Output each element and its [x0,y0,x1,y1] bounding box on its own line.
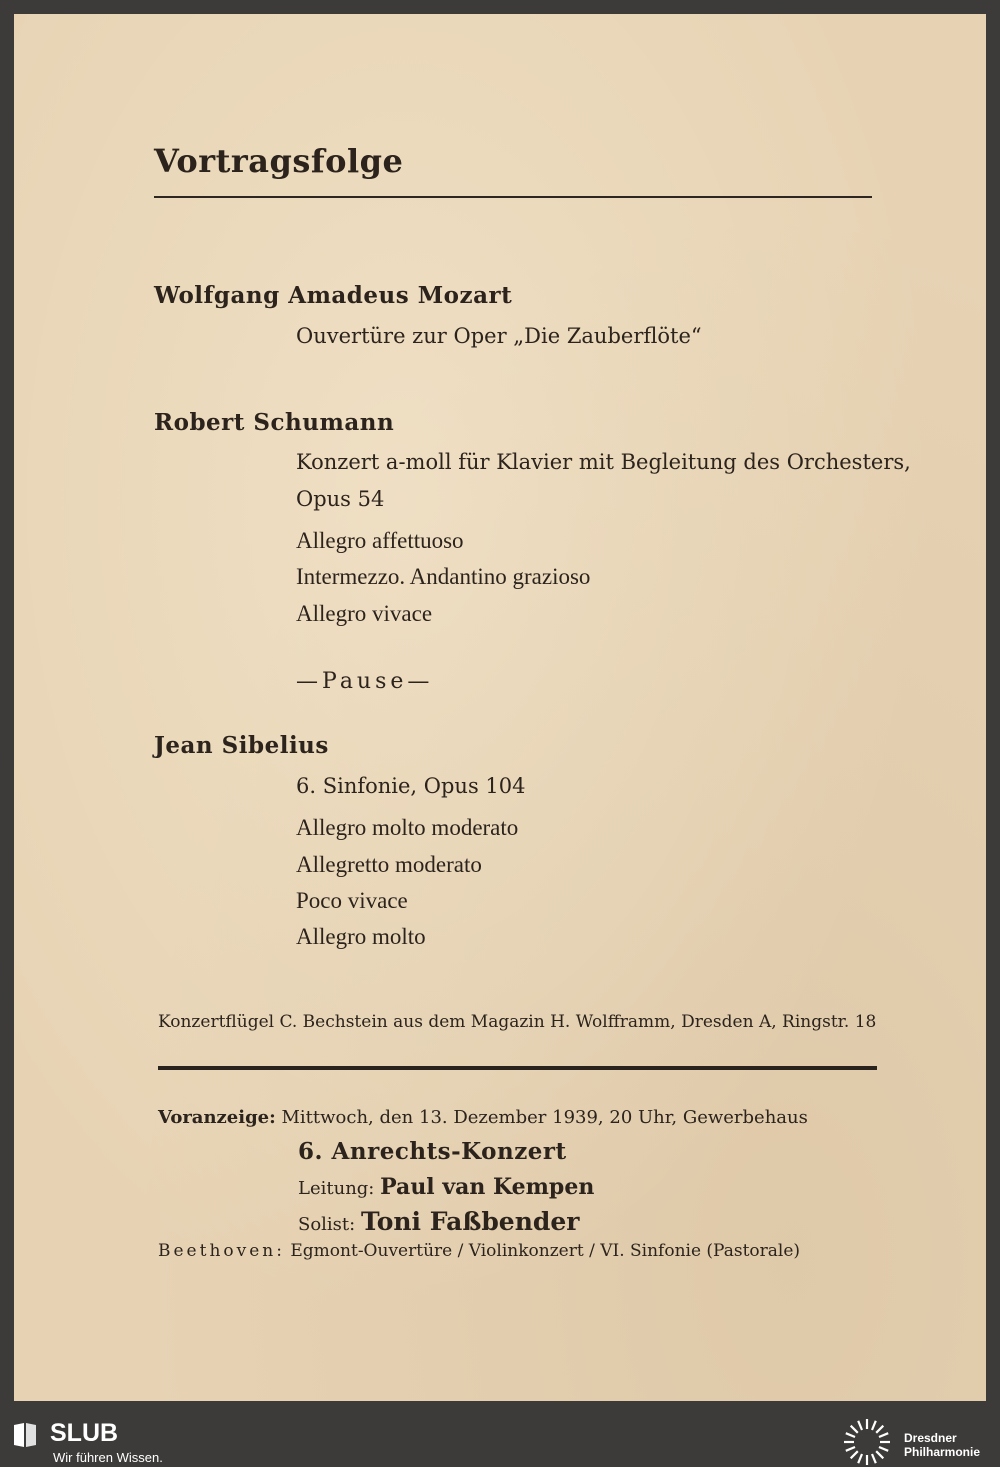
announcement-date: Mittwoch, den 13. Dezember 1939, 20 Uhr, Gewerbehaus [281,1107,808,1128]
movement: Allegro molto moderato [296,815,519,840]
composer-schumann: Robert Schumann [154,409,395,436]
announcement-label: Voranzeige: [158,1107,276,1128]
announced-concert: 6. Anrechts-Konzert [298,1138,567,1165]
beethoven-label: Beethoven: [158,1241,285,1261]
conductor-name: Paul van Kempen [380,1174,595,1200]
conductor-line [298,1174,594,1200]
partner-name-line2: Philharmonie [904,1445,981,1459]
work-mozart: Ouvertüre zur Oper „Die Zauberflöte“ [296,324,702,348]
sunburst-logo-icon [842,1417,892,1467]
composer-mozart: Wolfgang Amadeus Mozart [154,282,513,309]
movement: Allegro molto [296,924,426,949]
work-schumann-line1: Konzert a-moll für Klavier mit Begleitung des Orchesters, [296,450,911,474]
piano-note: Konzertflügel C. Bechstein aus dem Magazin H. Wolfframm, Dresden A, Ringstr. 18 [158,1012,877,1032]
movement: Allegro affettuoso [296,528,464,553]
soloist-name: Toni Faßbender [360,1207,580,1236]
conductor-label: Leitung: [298,1178,375,1199]
composer-sibelius: Jean Sibelius [154,732,329,759]
section-divider [158,1066,877,1070]
beethoven-line [158,1241,800,1261]
title-divider [154,196,872,198]
work-schumann-line2: Opus 54 [296,487,385,511]
program-sheet [14,14,986,1401]
soloist-line [298,1207,579,1236]
work-sibelius: 6. Sinfonie, Opus 104 [296,774,526,798]
movement: Allegretto moderato [296,852,482,877]
library-name[interactable]: SLUB [50,1419,119,1447]
movement: Allegro vivace [296,601,433,626]
partner-name-line1: Dresdner [904,1431,957,1445]
intermission: —Pause— [296,669,434,694]
book-icon [12,1421,38,1449]
movement: Poco vivace [296,888,408,913]
library-tagline: Wir führen Wissen. [53,1450,163,1465]
announcement-line [158,1107,808,1128]
page-title: Vortragsfolge [154,142,404,180]
soloist-label: Solist: [298,1214,356,1235]
movement: Intermezzo. Andantino grazioso [296,564,591,589]
beethoven-works: Egmont-Ouvertüre / Violinkonzert / VI. Sinfonie (Pastorale) [290,1241,801,1261]
footer-bar [0,1415,1000,1467]
